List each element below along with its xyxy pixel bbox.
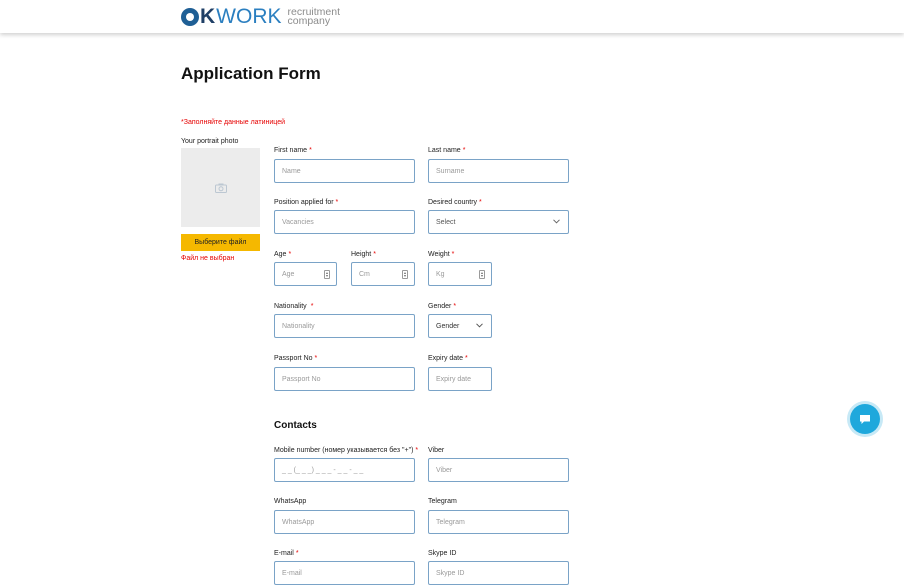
viber-input[interactable]: Viber (428, 458, 569, 482)
chat-widget-button[interactable] (850, 404, 880, 434)
whatsapp-input[interactable]: WhatsApp (274, 510, 415, 534)
last-name-input[interactable]: Surname (428, 159, 569, 183)
logo-sub-line2: company (287, 15, 331, 27)
gender-select[interactable]: Gender (428, 314, 492, 338)
top-bar (0, 0, 904, 33)
email-label: E-mail * (274, 550, 299, 557)
logo-sub-line1: recruitment (287, 6, 341, 18)
photo-label: Your portrait photo (181, 138, 239, 145)
nationality-input[interactable]: Nationality (274, 314, 415, 338)
photo-placeholder[interactable] (181, 148, 260, 227)
desired-country-label: Desired country * (428, 199, 482, 206)
gender-label: Gender * (428, 303, 457, 310)
height-spinner-icon[interactable] (402, 270, 408, 279)
age-spinner-icon[interactable] (324, 270, 330, 279)
weight-label: Weight * (428, 251, 455, 258)
height-label: Height * (351, 251, 376, 258)
weight-spinner-icon[interactable] (479, 270, 485, 279)
mobile-input[interactable]: _ _ (_ _ _) _ _ _ - _ _ - _ _ (274, 458, 415, 482)
logo-subtitle (288, 8, 341, 26)
company-logo[interactable] (181, 6, 340, 28)
expiry-label: Expiry date * (428, 355, 468, 362)
skype-label: Skype ID (428, 550, 457, 557)
whatsapp-label: WhatsApp (274, 498, 307, 505)
passport-input[interactable]: Passport No (274, 367, 415, 391)
chevron-down-icon (553, 219, 560, 224)
choose-file-button[interactable]: Выберите файл (181, 234, 260, 251)
passport-label: Passport No * (274, 355, 318, 362)
logo-circle-icon (181, 8, 199, 26)
last-name-label: Last name * (428, 147, 466, 154)
contacts-heading: Contacts (274, 420, 317, 431)
weight-input[interactable]: Kg (428, 262, 492, 286)
logo-mark (181, 5, 282, 28)
desired-country-select[interactable]: Select (428, 210, 569, 234)
expiry-input[interactable]: Expiry date (428, 367, 492, 391)
camera-icon (215, 183, 227, 193)
email-input[interactable]: E-mail (274, 561, 415, 585)
first-name-input[interactable]: Name (274, 159, 415, 183)
height-input[interactable]: Cm (351, 262, 415, 286)
chevron-down-icon (476, 323, 483, 328)
viber-label: Viber (428, 447, 445, 454)
position-input[interactable]: Vacancies (274, 210, 415, 234)
telegram-label: Telegram (428, 498, 457, 505)
chat-icon (859, 414, 871, 425)
position-label: Position applied for * (274, 199, 339, 206)
nationality-label: Nationality * (274, 303, 314, 310)
logo-k: K (200, 5, 216, 28)
skype-input[interactable]: Skype ID (428, 561, 569, 585)
file-status: Файл не выбран (181, 255, 235, 262)
first-name-label: First name * (274, 147, 312, 154)
age-input[interactable]: Age (274, 262, 337, 286)
page-title: Application Form (181, 64, 321, 83)
telegram-input[interactable]: Telegram (428, 510, 569, 534)
latin-note: *Заполняйте данные латиницей (181, 119, 286, 126)
age-label: Age * (274, 251, 292, 258)
mobile-label: Mobile number (номер указывается без "+") * (274, 447, 419, 454)
logo-work: WORK (216, 5, 282, 28)
